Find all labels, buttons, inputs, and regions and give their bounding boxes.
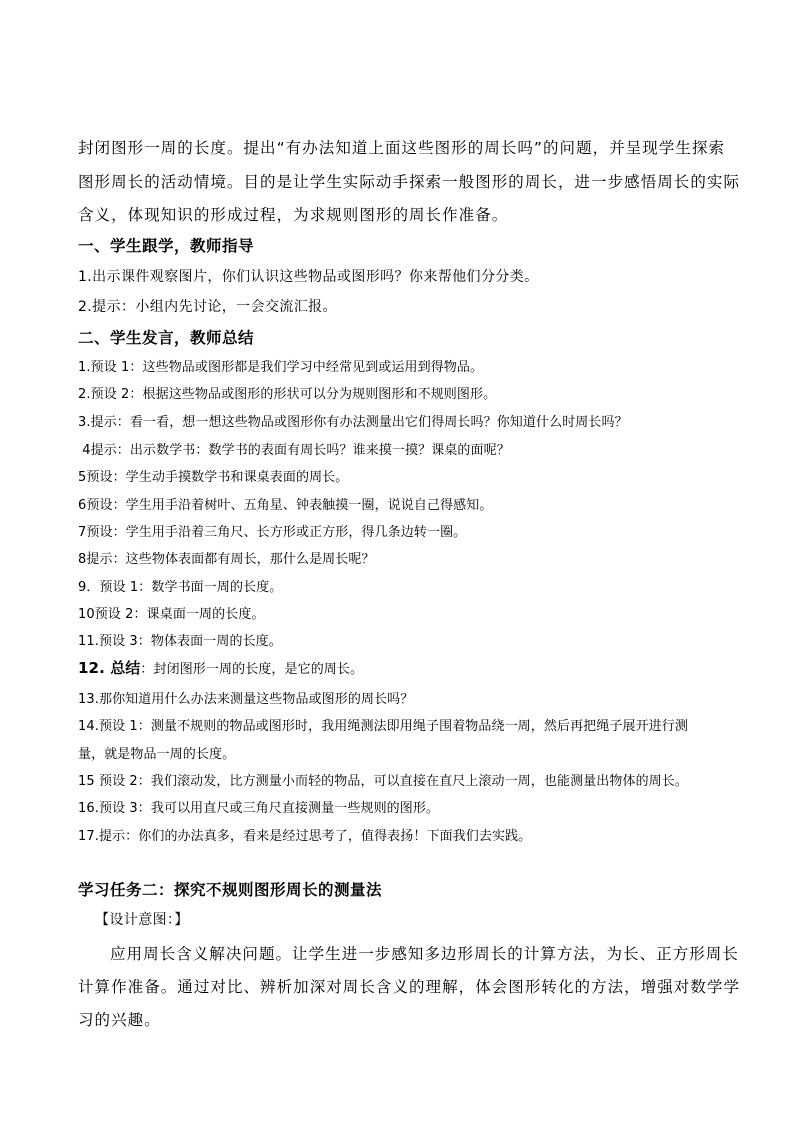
section-heading: 一、学生跟学，教师指导: [78, 237, 255, 255]
list-item: 13.那你知道用什么办法来测量这些物品或图形的周长吗？: [78, 692, 414, 707]
task-heading: 学习任务二：探究不规则图形周长的测量法: [78, 881, 383, 899]
list-item: 17.提示：你们的办法真多，看来是经过思考了，值得表扬！下面我们去实践。: [78, 829, 532, 844]
list-item: 3.提示：看一看，想一想这些物品或图形你有办法测量出它们得周长吗？你知道什么时周长吗？: [78, 415, 628, 430]
summary-label: 12. 总结: [78, 659, 141, 677]
list-item: 11.预设 3：物体表面一周的长度。: [78, 634, 282, 649]
paragraph-line: 应用周长含义解决问题。让学生进一步感知多边形周长的计算方法，为长、正方形周长: [110, 945, 739, 963]
paragraph-line: 计算作准备。通过对比、辨析加深对周长含义的理解，体会图形转化的方法，增强对数学学: [78, 978, 741, 996]
list-item: 15 预设 2：我们滚动发，比方测量小而轻的物品，可以直接在直尺上滚动一周，也能测量出物体的周长。: [78, 774, 688, 789]
list-item: 16.预设 3：我可以用直尺或三角尺直接测量一些规则的图形。: [78, 801, 440, 816]
summary-line: [78, 657, 363, 678]
design-intent-label: 【设计意图：】: [95, 912, 189, 928]
list-item: 14.预设 1：测量不规则的物品或图形时，我用绳测法即用绳子围着物品绕一周，然后再把绳子展开进行测: [78, 719, 688, 734]
list-item: 7预设：学生用手沿着三角尺、长方形或正方形，得几条边转一圈。: [78, 525, 467, 540]
list-item: 2.预设 2：根据这些物品或图形的形状可以分为规则图形和不规则图形。: [78, 387, 497, 402]
list-item: 1.出示课件观察图片，你们认识这些物品或图形吗？你来帮他们分分类。: [78, 269, 539, 285]
list-item: 6预设：学生用手沿着树叶、五角星、钟表触摸一圈，说说自己得感知。: [78, 498, 493, 513]
intro-line: 含义，体现知识的形成过程，为求规则图形的周长作准备。: [78, 206, 509, 224]
paragraph-line: 习的兴趣。: [78, 1011, 161, 1029]
list-item: 1.预设 1：这些物品或图形都是我们学习中经常见到或运用到得物品。: [78, 360, 484, 375]
list-item: 9．预设 1：数学书面一周的长度。: [78, 580, 283, 595]
list-item: 2.提示：小组内先讨论，一会交流汇报。: [78, 299, 337, 315]
list-item: 量，就是物品一周的长度。: [78, 747, 236, 762]
list-item: 5预设：学生动手摸数学书和课桌表面的周长。: [78, 470, 349, 485]
section-heading: 二、学生发言，教师总结: [78, 329, 255, 347]
intro-line: 图形周长的活动情境。目的是让学生实际动手探索一般图形的周长，进一步感悟周长的实际: [78, 173, 741, 191]
intro-line: 封闭图形一周的长度。提出“有办法知道上面这些图形的周长吗”的问题，并呈现学生探索: [78, 139, 726, 157]
summary-text: ：封闭图形一周的长度，是它的周长。: [140, 662, 364, 677]
list-item: 8提示：这些物体表面都有周长，那什么是周长呢？: [78, 552, 375, 567]
list-item: 4提示：出示数学书：数学书的表面有周长吗？谁来摸一摸？课桌的面呢？: [78, 443, 510, 458]
list-item: 10预设 2：课桌面一周的长度。: [78, 607, 265, 622]
